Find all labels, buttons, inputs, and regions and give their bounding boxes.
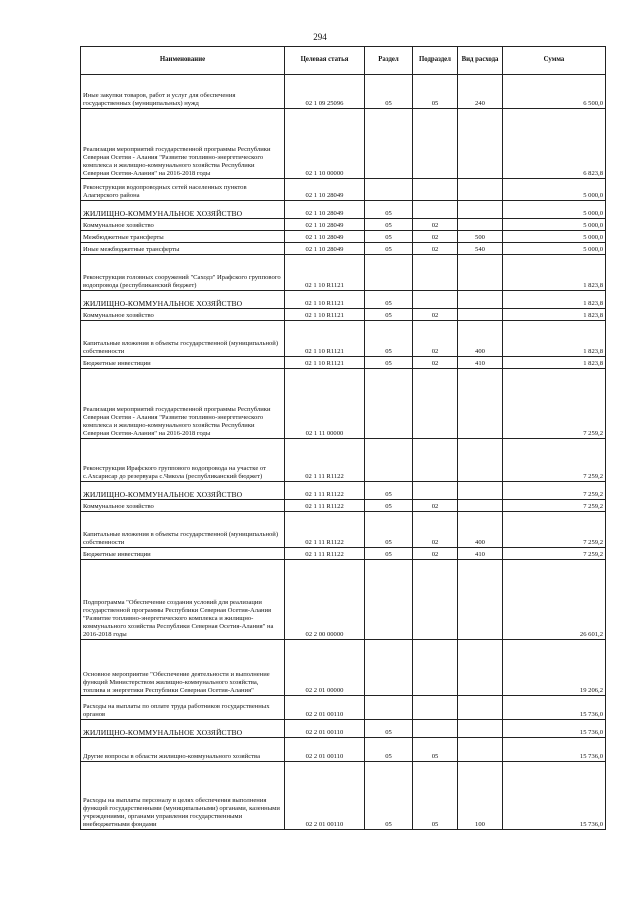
- cell-target: 02 1 09 25096: [285, 75, 365, 109]
- table-row: [81, 500, 606, 512]
- cell-expense-type: [458, 560, 503, 640]
- cell-target: 02 1 10 28049: [285, 201, 365, 219]
- cell-name: Основное мероприятие "Обеспечение деятельности и выполнение функций Министерством жилищно-коммунального хозяйства, топлива и энергетики Республики Северная Осетия-Алания": [81, 640, 285, 696]
- cell-section: 05: [365, 500, 413, 512]
- cell-subsection: [413, 369, 458, 439]
- header-target: Целевая статья: [285, 47, 365, 75]
- cell-amount: 26 601,2: [503, 560, 606, 640]
- cell-name: Коммунальное хозяйство: [81, 309, 285, 321]
- table-row: [81, 696, 606, 720]
- cell-expense-type: 500: [458, 231, 503, 243]
- table-row: [81, 738, 606, 762]
- cell-amount: 15 736,0: [503, 738, 606, 762]
- header-section: Раздел: [365, 47, 413, 75]
- cell-target: 02 2 01 00110: [285, 762, 365, 830]
- cell-amount: 1 823,8: [503, 309, 606, 321]
- cell-section: [365, 640, 413, 696]
- cell-amount: 15 736,0: [503, 762, 606, 830]
- cell-name: Коммунальное хозяйство: [81, 219, 285, 231]
- cell-subsection: [413, 720, 458, 738]
- cell-subsection: 05: [413, 738, 458, 762]
- cell-section: 05: [365, 219, 413, 231]
- cell-name: Капитальные вложения в объекты государственной (муниципальной) собственности: [81, 512, 285, 548]
- cell-subsection: [413, 640, 458, 696]
- table-row: [81, 762, 606, 830]
- cell-target: 02 1 10 R1121: [285, 321, 365, 357]
- cell-name: ЖИЛИЩНО-КОММУНАЛЬНОЕ ХОЗЯЙСТВО: [81, 201, 285, 219]
- cell-amount: 6 823,8: [503, 109, 606, 179]
- cell-expense-type: [458, 309, 503, 321]
- cell-subsection: [413, 696, 458, 720]
- cell-expense-type: 100: [458, 762, 503, 830]
- cell-expense-type: 400: [458, 512, 503, 548]
- cell-section: [365, 696, 413, 720]
- table-row: [81, 720, 606, 738]
- cell-amount: 19 206,2: [503, 640, 606, 696]
- cell-section: 05: [365, 482, 413, 500]
- table-row: [81, 357, 606, 369]
- cell-subsection: 05: [413, 75, 458, 109]
- cell-section: 05: [365, 201, 413, 219]
- cell-target: 02 1 11 R1122: [285, 512, 365, 548]
- cell-amount: 1 823,8: [503, 321, 606, 357]
- table-row: [81, 640, 606, 696]
- cell-name: Коммунальное хозяйство: [81, 500, 285, 512]
- cell-expense-type: 540: [458, 243, 503, 255]
- cell-target: 02 1 10 00000: [285, 109, 365, 179]
- cell-target: 02 2 01 00110: [285, 720, 365, 738]
- cell-subsection: [413, 179, 458, 201]
- cell-name: Иные межбюджетные трансферты: [81, 243, 285, 255]
- cell-amount: 1 823,8: [503, 357, 606, 369]
- table-row: [81, 219, 606, 231]
- cell-target: 02 1 10 R1121: [285, 357, 365, 369]
- cell-section: [365, 109, 413, 179]
- cell-amount: 6 500,0: [503, 75, 606, 109]
- cell-amount: 7 259,2: [503, 500, 606, 512]
- cell-target: 02 1 11 R1122: [285, 548, 365, 560]
- cell-amount: 5 000,0: [503, 219, 606, 231]
- cell-target: 02 1 10 28049: [285, 219, 365, 231]
- table-row: [81, 75, 606, 109]
- cell-amount: 15 736,0: [503, 696, 606, 720]
- cell-name: Капитальные вложения в объекты государственной (муниципальной) собственности: [81, 321, 285, 357]
- cell-subsection: [413, 291, 458, 309]
- cell-name: Расходы на выплаты персоналу в целях обеспечения выполнения функций государственными (муниципальными) органами, казенными учреждениями, органами управления государственными внебюджетными фондами: [81, 762, 285, 830]
- cell-expense-type: [458, 696, 503, 720]
- cell-subsection: 02: [413, 231, 458, 243]
- table-header-row: [81, 47, 606, 75]
- cell-amount: 5 000,0: [503, 243, 606, 255]
- cell-amount: 7 259,2: [503, 439, 606, 482]
- cell-target: 02 1 10 R1121: [285, 309, 365, 321]
- cell-subsection: 02: [413, 309, 458, 321]
- cell-expense-type: 410: [458, 357, 503, 369]
- cell-amount: 5 000,0: [503, 231, 606, 243]
- cell-subsection: 02: [413, 219, 458, 231]
- cell-subsection: [413, 109, 458, 179]
- cell-section: [365, 255, 413, 291]
- page-number: 294: [313, 32, 327, 42]
- cell-amount: 7 259,2: [503, 482, 606, 500]
- cell-amount: 7 259,2: [503, 548, 606, 560]
- header-expense-type: Вид расхода: [458, 47, 503, 75]
- cell-expense-type: 240: [458, 75, 503, 109]
- cell-amount: 15 736,0: [503, 720, 606, 738]
- cell-section: 05: [365, 231, 413, 243]
- cell-target: 02 1 11 R1122: [285, 500, 365, 512]
- cell-expense-type: 400: [458, 321, 503, 357]
- cell-target: 02 1 10 28049: [285, 231, 365, 243]
- table-row: [81, 255, 606, 291]
- cell-name: ЖИЛИЩНО-КОММУНАЛЬНОЕ ХОЗЯЙСТВО: [81, 720, 285, 738]
- cell-target: 02 2 01 00110: [285, 738, 365, 762]
- table-row: [81, 560, 606, 640]
- cell-target: 02 1 10 28049: [285, 179, 365, 201]
- cell-amount: 1 823,8: [503, 291, 606, 309]
- cell-expense-type: [458, 738, 503, 762]
- cell-expense-type: [458, 720, 503, 738]
- cell-section: [365, 439, 413, 482]
- cell-expense-type: [458, 219, 503, 231]
- cell-target: 02 1 10 R1121: [285, 255, 365, 291]
- table-row: [81, 231, 606, 243]
- table-row: [81, 439, 606, 482]
- cell-target: 02 1 11 00000: [285, 369, 365, 439]
- cell-section: 05: [365, 291, 413, 309]
- cell-subsection: [413, 439, 458, 482]
- table-row: [81, 512, 606, 548]
- table-row: [81, 482, 606, 500]
- header-name: Наименование: [81, 47, 285, 75]
- header-amount: Сумма: [503, 47, 606, 75]
- cell-expense-type: [458, 500, 503, 512]
- cell-target: 02 1 11 R1122: [285, 439, 365, 482]
- cell-name: Бюджетные инвестиции: [81, 548, 285, 560]
- budget-table: [80, 46, 606, 830]
- cell-section: [365, 560, 413, 640]
- cell-expense-type: [458, 640, 503, 696]
- cell-name: Другие вопросы в области жилищно-коммунального хозяйства: [81, 738, 285, 762]
- cell-section: 05: [365, 762, 413, 830]
- cell-name: Реализация мероприятий государственной программы Республики Северная Осетия - Алания "Развитие топливно-энергетического комплекса и жилищно-коммунального хозяйства Республики Северная Осетия-Алания" на 2016-2018 годы: [81, 109, 285, 179]
- table-row: [81, 243, 606, 255]
- table-row: [81, 321, 606, 357]
- cell-target: 02 2 01 00110: [285, 696, 365, 720]
- cell-section: 05: [365, 357, 413, 369]
- cell-target: 02 2 01 00000: [285, 640, 365, 696]
- cell-target: 02 1 11 R1122: [285, 482, 365, 500]
- cell-section: 05: [365, 309, 413, 321]
- cell-section: 05: [365, 512, 413, 548]
- table-row: [81, 179, 606, 201]
- cell-expense-type: [458, 109, 503, 179]
- cell-name: Реконструкция Ирафского группового водопровода на участке от с.Ахсарисар до резервуара с.Чикола (республиканский бюджет): [81, 439, 285, 482]
- cell-name: ЖИЛИЩНО-КОММУНАЛЬНОЕ ХОЗЯЙСТВО: [81, 291, 285, 309]
- cell-amount: 7 259,2: [503, 369, 606, 439]
- cell-subsection: 05: [413, 762, 458, 830]
- cell-subsection: 02: [413, 357, 458, 369]
- cell-target: 02 2 00 00000: [285, 560, 365, 640]
- table-row: [81, 201, 606, 219]
- cell-name: Реализация мероприятий государственной программы Республики Северная Осетия - Алания "Развитие топливно-энергетического комплекса и жилищно-коммунального хозяйства Республики Северная Осетия-Алания" на 2016-2018 годы: [81, 369, 285, 439]
- cell-name: Межбюджетные трансферты: [81, 231, 285, 243]
- cell-section: 05: [365, 75, 413, 109]
- header-subsection: Подраздел: [413, 47, 458, 75]
- cell-amount: 7 259,2: [503, 512, 606, 548]
- cell-expense-type: [458, 201, 503, 219]
- cell-expense-type: [458, 179, 503, 201]
- cell-section: [365, 369, 413, 439]
- cell-name: Реконструкция водопроводных сетей населенных пунктов Алагирского района: [81, 179, 285, 201]
- table-row: [81, 369, 606, 439]
- cell-amount: 5 000,0: [503, 179, 606, 201]
- cell-expense-type: [458, 369, 503, 439]
- cell-subsection: [413, 560, 458, 640]
- cell-target: 02 1 10 R1121: [285, 291, 365, 309]
- cell-expense-type: 410: [458, 548, 503, 560]
- cell-subsection: 02: [413, 500, 458, 512]
- cell-section: [365, 179, 413, 201]
- cell-expense-type: [458, 291, 503, 309]
- cell-subsection: [413, 482, 458, 500]
- cell-name: Расходы на выплаты по оплате труда работников государственных органов: [81, 696, 285, 720]
- cell-amount: 1 823,8: [503, 255, 606, 291]
- cell-name: Бюджетные инвестиции: [81, 357, 285, 369]
- cell-section: 05: [365, 548, 413, 560]
- cell-subsection: [413, 255, 458, 291]
- table-row: [81, 291, 606, 309]
- cell-name: Иные закупки товаров, работ и услуг для обеспечения государственных (муниципальных) нужд: [81, 75, 285, 109]
- table-row: [81, 309, 606, 321]
- cell-section: 05: [365, 738, 413, 762]
- cell-subsection: [413, 201, 458, 219]
- cell-section: 05: [365, 720, 413, 738]
- table-row: [81, 109, 606, 179]
- cell-subsection: 02: [413, 512, 458, 548]
- cell-name: Реконструкция головных сооружений "Саходз" Ирафского группового водопровода (республиканский бюджет): [81, 255, 285, 291]
- cell-name: Подпрограмма "Обеспечение создания условий для реализации государственной программы Республики Северная Осетия-Алания "Развитие топливно-энергетического комплекса и жилищно-коммунального хозяйства Республики Северная Осетия-Алания" на 2016-2018 годы: [81, 560, 285, 640]
- cell-amount: 5 000,0: [503, 201, 606, 219]
- cell-target: 02 1 10 28049: [285, 243, 365, 255]
- cell-name: ЖИЛИЩНО-КОММУНАЛЬНОЕ ХОЗЯЙСТВО: [81, 482, 285, 500]
- cell-expense-type: [458, 482, 503, 500]
- cell-expense-type: [458, 255, 503, 291]
- cell-subsection: 02: [413, 243, 458, 255]
- cell-section: 05: [365, 321, 413, 357]
- cell-section: 05: [365, 243, 413, 255]
- table-row: [81, 548, 606, 560]
- cell-subsection: 02: [413, 321, 458, 357]
- cell-subsection: 02: [413, 548, 458, 560]
- cell-expense-type: [458, 439, 503, 482]
